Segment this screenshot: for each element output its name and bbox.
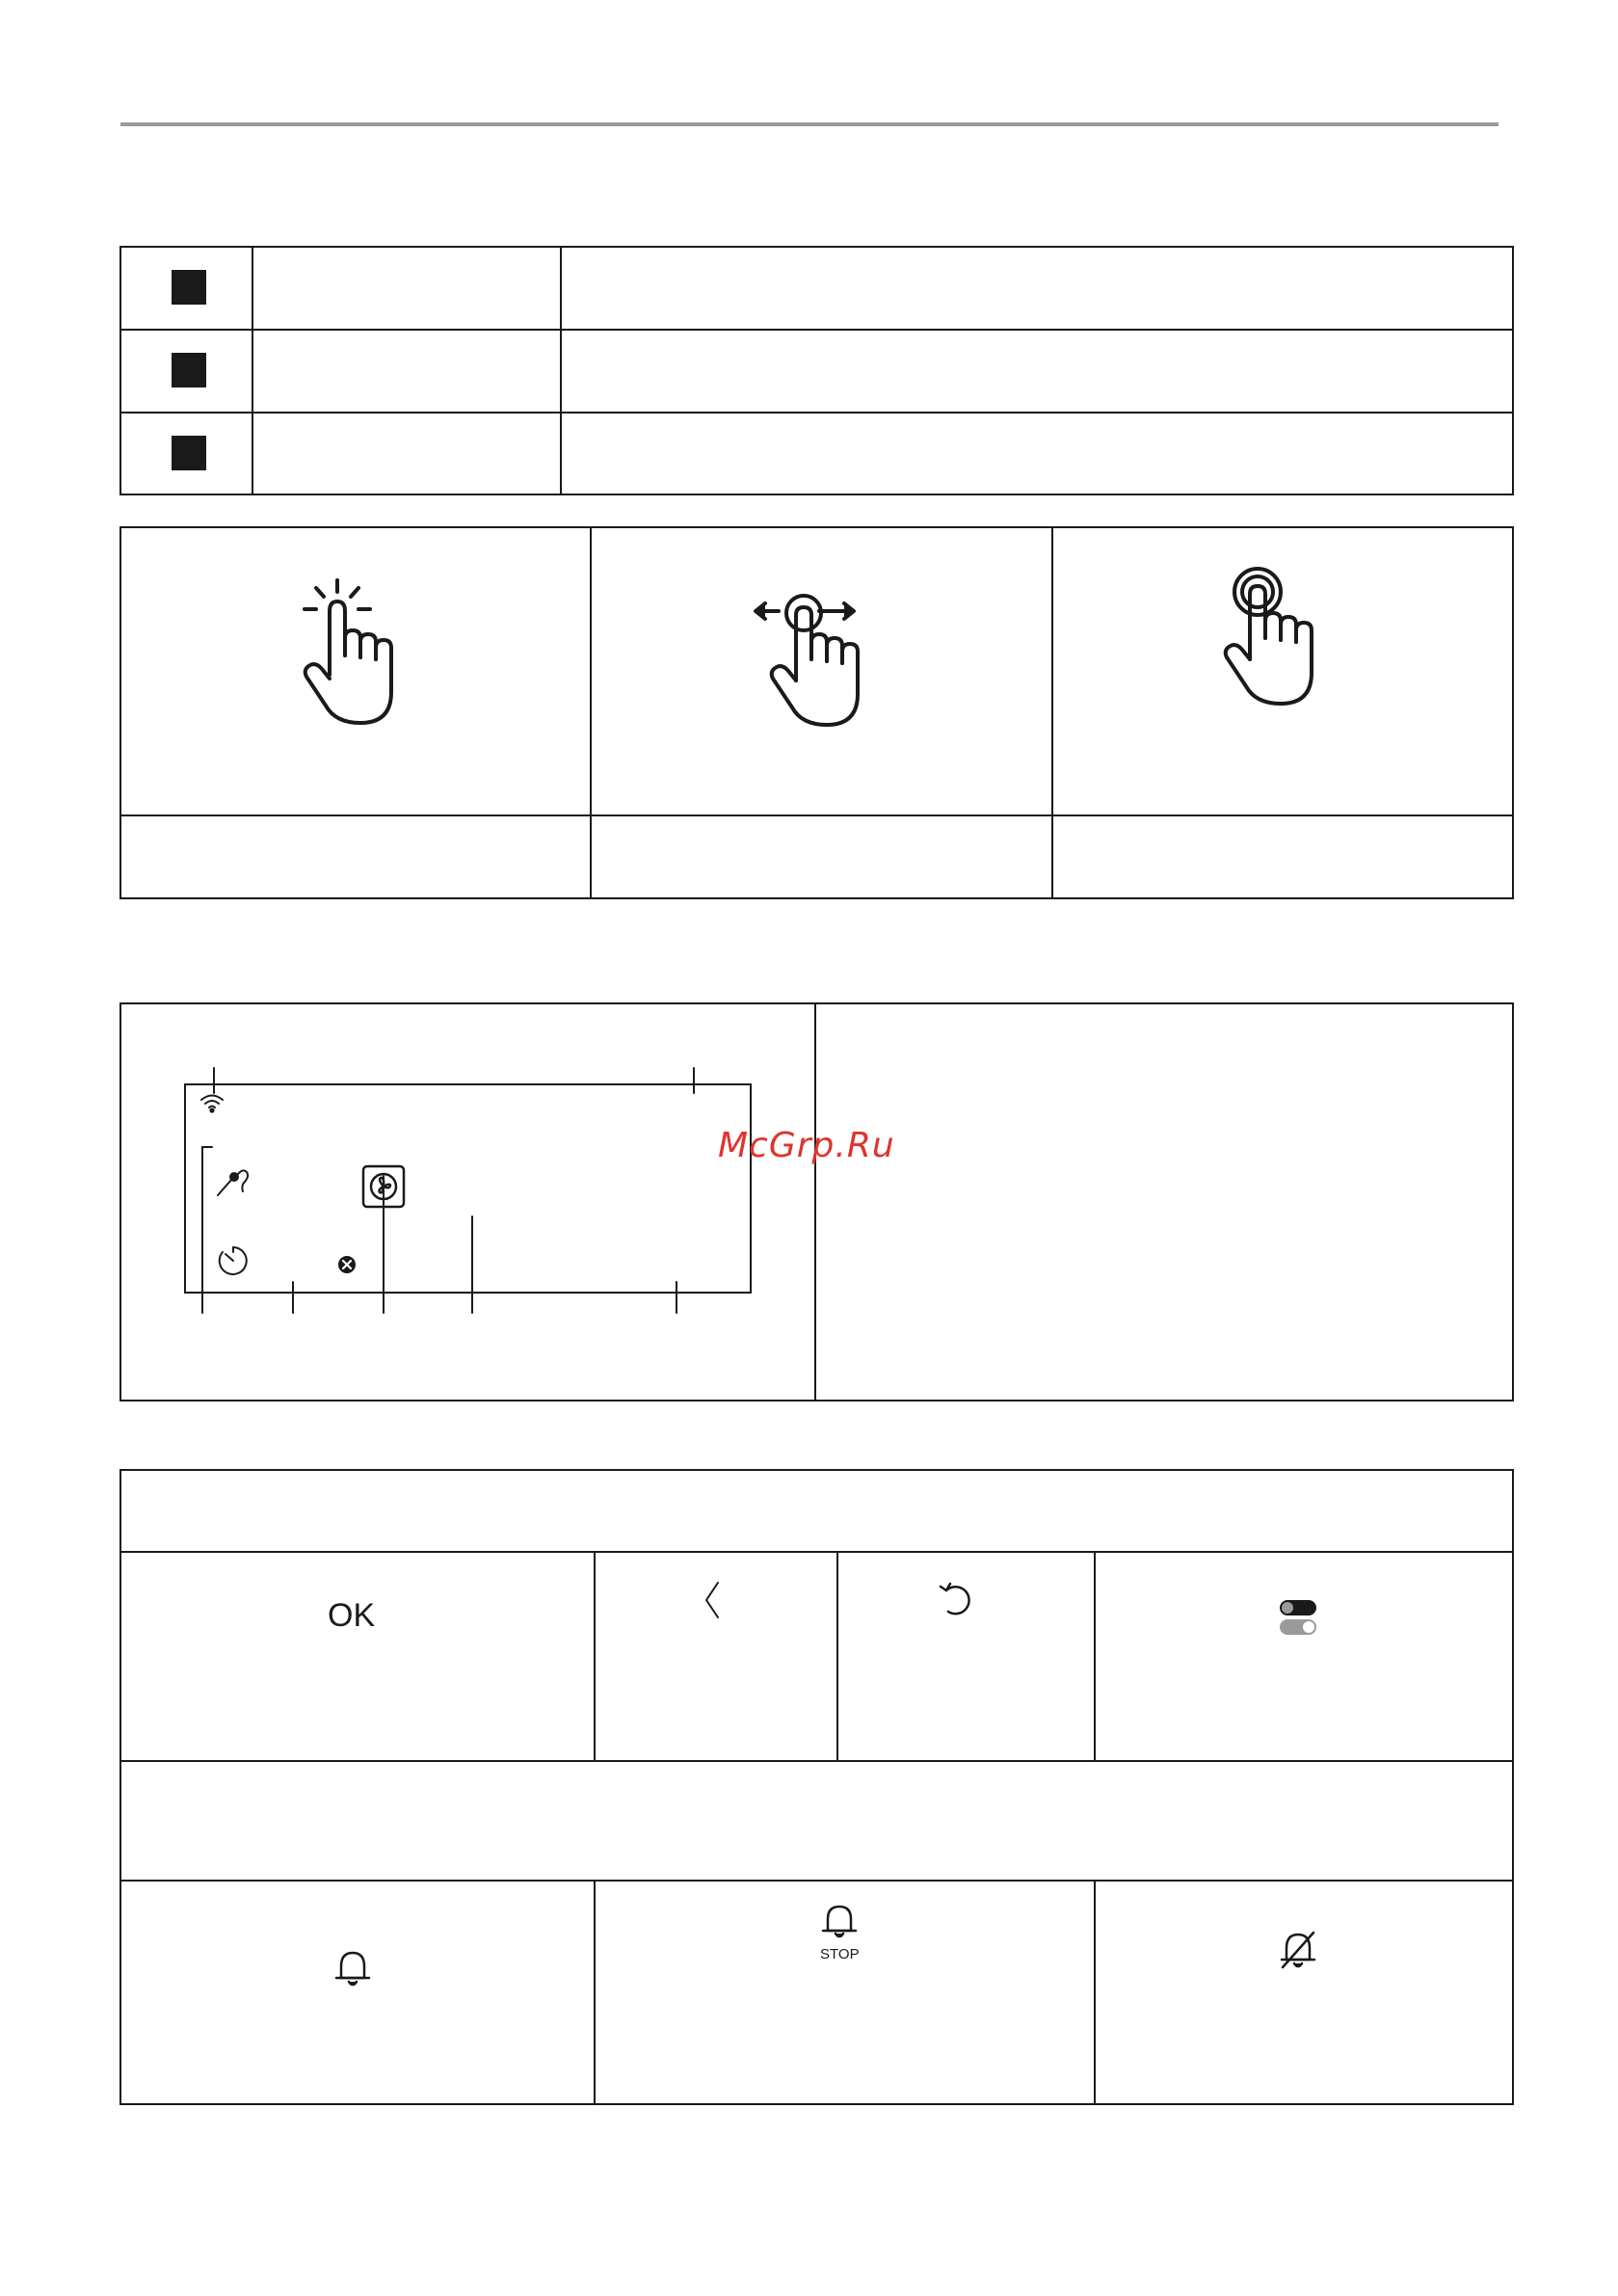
press-and-hold-gesture-icon: [1219, 567, 1325, 711]
square-marker: [172, 436, 206, 470]
square-marker: [172, 270, 206, 305]
buttons-table-column-divider: [594, 1880, 596, 2105]
food-probe-icon: [214, 1166, 252, 1199]
buttons-table-divider: [119, 1760, 1514, 1762]
key-table-divider: [119, 329, 1514, 331]
ok-button-label: OK: [328, 1597, 376, 1634]
buttons-table-column-divider: [594, 1551, 596, 1761]
bell-stop-icon: [820, 1904, 859, 1940]
cancel-icon: [337, 1255, 357, 1274]
timer-icon: [216, 1243, 251, 1278]
buttons-table-column-divider: [1094, 1551, 1096, 1761]
buttons-table: [119, 1469, 1514, 2105]
watermark: McGrp.Ru: [718, 1126, 895, 1165]
tap-gesture-icon: [299, 578, 405, 733]
buttons-table-divider: [119, 1551, 1514, 1553]
stop-label: STOP: [820, 1946, 860, 1962]
undo-icon: [939, 1581, 973, 1619]
key-table: [119, 246, 1514, 495]
chevron-left-icon: [703, 1581, 722, 1619]
display-diagram-column-divider: [814, 1002, 816, 1402]
key-table-column-divider: [252, 246, 253, 495]
display-diagram: [173, 1060, 771, 1330]
bell-off-icon: [1279, 1931, 1317, 1971]
gesture-table-divider: [119, 814, 1514, 816]
buttons-table-column-divider: [1094, 1880, 1096, 2105]
toggle-switch-icon: [1278, 1598, 1318, 1637]
buttons-table-column-divider: [836, 1551, 838, 1761]
top-rule: [120, 122, 1499, 126]
wifi-icon: [199, 1092, 225, 1113]
square-marker: [172, 353, 206, 387]
gesture-table-column-divider: [590, 526, 592, 899]
key-table-column-divider: [560, 246, 562, 495]
fan-heating-icon: [361, 1164, 406, 1209]
key-table-divider: [119, 412, 1514, 414]
swipe-gesture-icon: [752, 588, 867, 733]
bell-icon: [333, 1949, 372, 1989]
buttons-table-divider: [119, 1880, 1514, 1882]
gesture-table-column-divider: [1051, 526, 1053, 899]
